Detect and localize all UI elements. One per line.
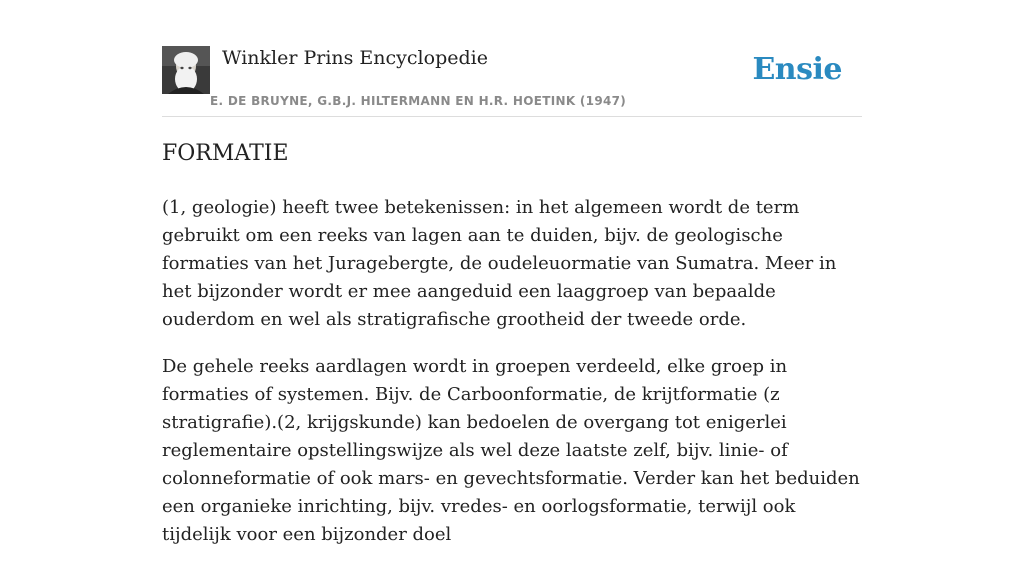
article-paragraph: (1, geologie) heeft twee betekenissen: in het algemeen wordt de term gebruikt om een reeks van lagen aan te duiden, bijv. de geologische formaties van het Juragebergte, de oudeleuormatie van Sumatra. Meer in het bijzonder wordt er mee aangeduid een laaggroep van bepaalde ouderdom en wel als stratigrafische grootheid der tweede orde.	[162, 197, 837, 330]
source-header	[162, 46, 862, 117]
article-paragraph: De gehele reeks aardlagen wordt in groepen verdeeld, elke groep in formaties of systemen. Bijv. de Carboonformatie, de krijtformatie (z stratigrafie).(2, krijgskunde) kan bedoelen de overgang tot enigerlei reglementaire opstellingswijze als wel deze laatste zelf, bijv. linie- of colonneformatie of ook mars- en gevechtsformatie. Verder kan het beduiden een organieke inrichting, bijv. vredes- en oorlogsformatie, terwijl ook tijdelijk voor een bijzonder doel	[162, 356, 860, 545]
source-authors: E. DE BRUYNE, G.B.J. HILTERMANN EN H.R. HOETINK (1947)	[210, 94, 627, 108]
article-headword: FORMATIE	[162, 141, 289, 166]
source-title[interactable]: Winkler Prins Encyclopedie	[222, 47, 488, 69]
article	[162, 140, 862, 568]
ensie-logo[interactable]: Ensie	[752, 52, 842, 87]
author-portrait-icon	[162, 46, 210, 94]
author-avatar	[162, 46, 210, 94]
